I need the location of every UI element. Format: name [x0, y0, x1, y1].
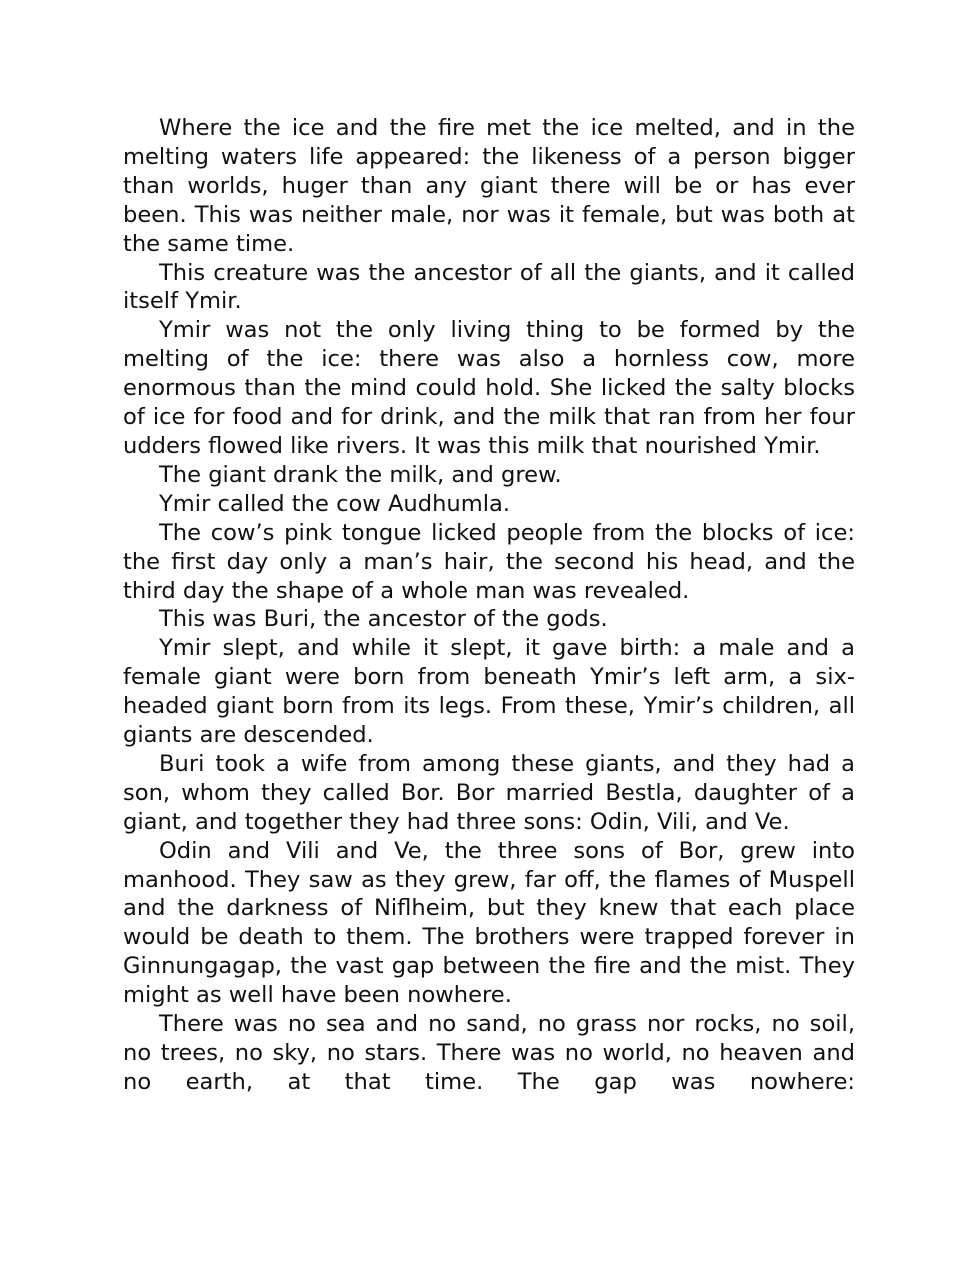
paragraph: Buri took a wife from among these giants, and they had a son, whom they called Bor. Bor married Bestla, daughter of a giant, and together they had three sons: Odin, Vili, and Ve. [123, 750, 855, 835]
paragraph: Odin and Vili and Ve, the three sons of Bor, grew into manhood. They saw as they grew, far off, the flames of Muspell and the darkness of Niflheim, but they knew that each place would be death to them. The brothers were trapped forever in Ginnungagap, the vast gap between the fire and the mist. They might as well have been nowhere. [123, 837, 855, 1009]
paragraph: The cow’s pink tongue licked people from the blocks of ice: the first day only a man’s hair, the second his head, and the third day the shape of a whole man was revealed. [123, 519, 855, 604]
paragraph: This creature was the ancestor of all the giants, and it called itself Ymir. [123, 259, 855, 315]
paragraph: Ymir was not the only living thing to be formed by the melting of the ice: there was also a hornless cow, more enormous than the mind could hold. She licked the salty blocks of ice for food and for drink, and the milk that ran from her four udders flowed like rivers. It was this milk that nourished Ymir. [123, 317, 855, 459]
page-body [123, 114, 855, 1097]
paragraph: The giant drank the milk, and grew. [159, 461, 562, 488]
paragraph: There was no sea and no sand, no grass nor rocks, no soil, no trees, no sky, no stars. There was no world, no heaven and no earth, at that time. The gap was nowhere: [123, 1011, 855, 1095]
paragraph: Ymir slept, and while it slept, it gave birth: a male and a female giant were born from beneath Ymir’s left arm, a six-headed giant born from its legs. From these, Ymir’s children, all giants are descended. [123, 635, 855, 749]
paragraph: This was Buri, the ancestor of the gods. [159, 606, 608, 633]
paragraph: Ymir called the cow Audhumla. [159, 490, 511, 517]
paragraph: Where the ice and the fire met the ice melted, and in the melting waters life appeared: the likeness of a person bigger than worlds, huger than any giant there will be or has ever been. This was neither male, nor was it female, but was both at the same time. [123, 115, 855, 257]
